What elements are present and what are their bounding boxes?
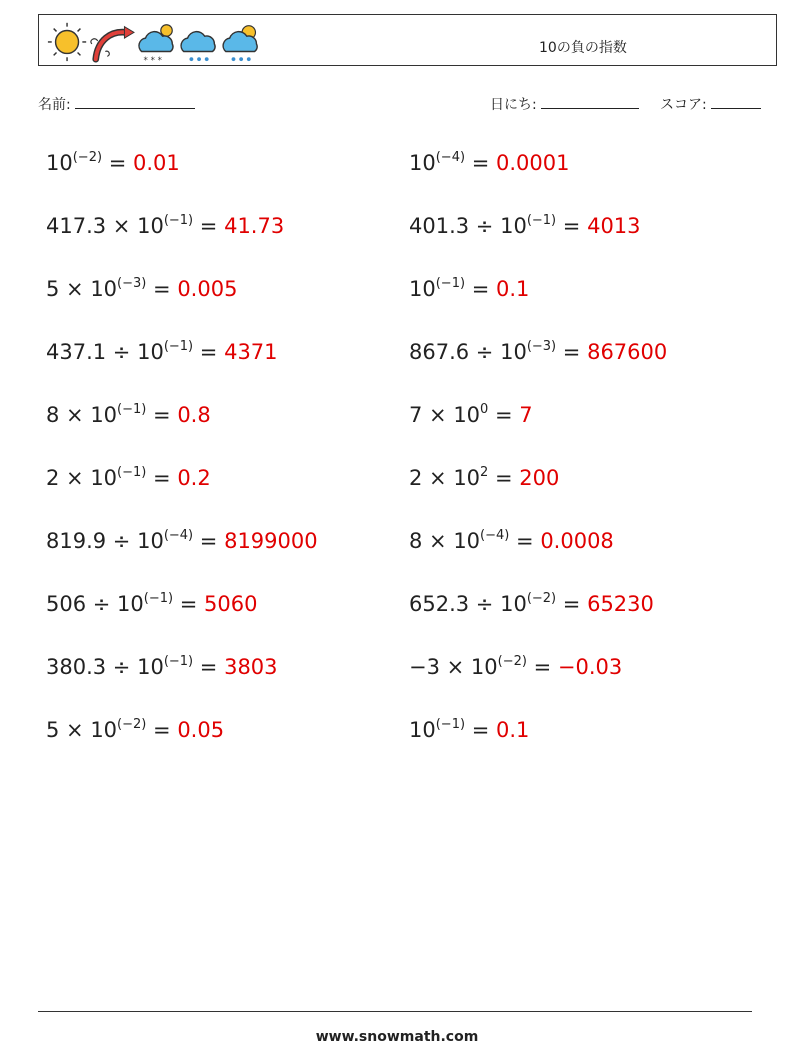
problem-item — [46, 718, 224, 742]
problem-operand: 7 × — [409, 403, 454, 427]
problem-base: 10 — [46, 151, 73, 175]
problem-base: 10 — [470, 655, 498, 679]
problem-item — [46, 592, 257, 616]
problem-answer: 0.01 — [133, 151, 180, 175]
problem-answer: 0.0008 — [540, 529, 614, 553]
problem-operand: 5 × — [46, 277, 91, 301]
problem-item — [46, 151, 180, 175]
problem-exponent: (−4) — [480, 528, 510, 543]
problem-equals: = — [556, 340, 588, 364]
problem-base: 10 — [137, 214, 164, 238]
problem-base: 10 — [90, 718, 118, 742]
problem-operand: 437.1 ÷ — [46, 340, 138, 364]
problem-answer: −0.03 — [557, 655, 623, 679]
problem-base: 10 — [453, 466, 481, 490]
date-label: 日にち: — [490, 97, 537, 113]
problem-equals: = — [102, 151, 133, 175]
problem-answer: 867600 — [587, 340, 668, 364]
svg-text:* * *: * * * — [143, 55, 162, 63]
worksheet-title: 10の負の指数 — [539, 40, 627, 56]
problem-operand: 2 × — [46, 466, 91, 490]
wind-icon — [91, 27, 134, 60]
problem-equals: = — [556, 214, 588, 238]
problem-item — [409, 592, 654, 616]
problem-operand: 819.9 ÷ — [46, 529, 138, 553]
problem-operand: 8 × — [409, 529, 454, 553]
name-field — [38, 94, 195, 114]
problem-equals: = — [556, 592, 588, 616]
problem-equals: = — [193, 655, 225, 679]
problem-operand: 506 ÷ — [46, 592, 118, 616]
problem-answer: 7 — [519, 403, 533, 427]
problem-operand: 5 × — [46, 718, 91, 742]
problem-item — [409, 403, 533, 427]
problem-base: 10 — [90, 403, 118, 427]
problem-equals: = — [193, 529, 225, 553]
problem-item — [46, 340, 278, 364]
problem-answer: 0.2 — [177, 466, 211, 490]
problem-operand: 2 × — [409, 466, 454, 490]
problem-answer: 65230 — [587, 592, 654, 616]
problem-item — [46, 214, 284, 238]
problem-answer: 41.73 — [224, 214, 285, 238]
problem-exponent: (−3) — [526, 339, 557, 354]
problem-answer: 8199000 — [224, 529, 318, 553]
date-field — [490, 94, 639, 114]
problem-exponent: (−3) — [117, 276, 147, 291]
snow-cloud-icon — [139, 25, 173, 63]
problem-exponent: (−4) — [435, 150, 466, 165]
problem-base: 10 — [90, 277, 118, 301]
problem-operand: 867.6 ÷ — [409, 340, 501, 364]
problem-item — [409, 151, 569, 175]
problem-equals: = — [193, 214, 225, 238]
problem-equals: = — [488, 466, 520, 490]
problem-base: 10 — [500, 592, 527, 616]
problem-item — [409, 529, 614, 553]
problem-operand: 417.3 × — [46, 214, 138, 238]
problem-operand: 401.3 ÷ — [409, 214, 501, 238]
problem-exponent: (−1) — [117, 402, 147, 417]
problem-answer: 4013 — [587, 214, 641, 238]
problem-exponent: (−1) — [163, 339, 194, 354]
problem-exponent: 0 — [480, 402, 489, 417]
problem-base: 10 — [453, 403, 481, 427]
problem-item — [46, 277, 237, 301]
sun-icon — [48, 23, 86, 61]
problem-equals: = — [146, 466, 178, 490]
problem-equals: = — [173, 592, 205, 616]
problem-equals: = — [146, 277, 178, 301]
problem-exponent: 2 — [480, 465, 489, 480]
problem-equals: = — [526, 655, 558, 679]
problem-base: 10 — [500, 214, 527, 238]
problem-item — [409, 340, 667, 364]
score-label: スコア: — [660, 97, 707, 113]
problem-equals: = — [465, 151, 496, 175]
problem-answer: 4371 — [224, 340, 278, 364]
problem-exponent: (−2) — [72, 150, 103, 165]
problem-exponent: (−1) — [435, 717, 466, 732]
problem-exponent: (−1) — [143, 591, 174, 606]
score-blank[interactable] — [711, 94, 761, 109]
problem-operand: 8 × — [46, 403, 91, 427]
problem-item — [409, 466, 559, 490]
problem-item — [409, 655, 622, 679]
weather-icons — [43, 19, 269, 63]
problem-answer: 0.1 — [496, 277, 530, 301]
problem-item — [409, 718, 529, 742]
problem-item — [409, 214, 641, 238]
score-field — [660, 94, 761, 114]
problem-equals: = — [146, 403, 178, 427]
problem-answer: 0.05 — [177, 718, 225, 742]
problem-answer: 0.1 — [496, 718, 530, 742]
problem-base: 10 — [137, 529, 164, 553]
problem-exponent: (−1) — [526, 213, 557, 228]
problem-operand: 380.3 ÷ — [46, 655, 138, 679]
rain-cloud-icon — [181, 32, 215, 61]
problem-answer: 0.8 — [177, 403, 211, 427]
problem-base: 10 — [409, 718, 436, 742]
problem-answer: 3803 — [224, 655, 278, 679]
problem-exponent: (−1) — [163, 213, 194, 228]
name-label: 名前: — [38, 97, 71, 113]
footer-divider — [38, 1011, 752, 1012]
problem-exponent: (−2) — [526, 591, 557, 606]
sun-rain-cloud-icon — [223, 26, 257, 61]
problem-base: 10 — [137, 655, 164, 679]
problem-operand: 652.3 ÷ — [409, 592, 501, 616]
problem-base: 10 — [500, 340, 527, 364]
problem-item — [46, 655, 278, 679]
problem-base: 10 — [453, 529, 481, 553]
date-blank[interactable] — [541, 94, 639, 109]
problem-equals: = — [465, 277, 496, 301]
problem-exponent: (−1) — [163, 654, 194, 669]
problem-equals: = — [465, 718, 496, 742]
problem-equals: = — [509, 529, 541, 553]
problem-equals: = — [146, 718, 178, 742]
problem-base: 10 — [137, 340, 164, 364]
problem-exponent: (−4) — [163, 528, 194, 543]
problem-base: 10 — [90, 466, 118, 490]
problem-item — [46, 529, 318, 553]
problem-answer: 200 — [519, 466, 560, 490]
problem-equals: = — [488, 403, 520, 427]
problem-exponent: (−2) — [117, 717, 147, 732]
problem-answer: 0.005 — [177, 277, 238, 301]
problem-item — [46, 466, 211, 490]
problem-equals: = — [193, 340, 225, 364]
problem-answer: 0.0001 — [496, 151, 570, 175]
worksheet-header — [38, 14, 777, 66]
problem-item — [46, 403, 211, 427]
problem-exponent: (−2) — [497, 654, 527, 669]
problem-answer: 5060 — [204, 592, 258, 616]
problem-exponent: (−1) — [435, 276, 466, 291]
problem-exponent: (−1) — [117, 465, 147, 480]
problem-base: 10 — [409, 151, 436, 175]
problem-base: 10 — [117, 592, 144, 616]
problem-base: 10 — [409, 277, 436, 301]
problem-operand: −3 × — [409, 655, 471, 679]
name-blank[interactable] — [75, 94, 195, 109]
footer-url: www.snowmath.com — [315, 1029, 479, 1045]
problem-item — [409, 277, 529, 301]
